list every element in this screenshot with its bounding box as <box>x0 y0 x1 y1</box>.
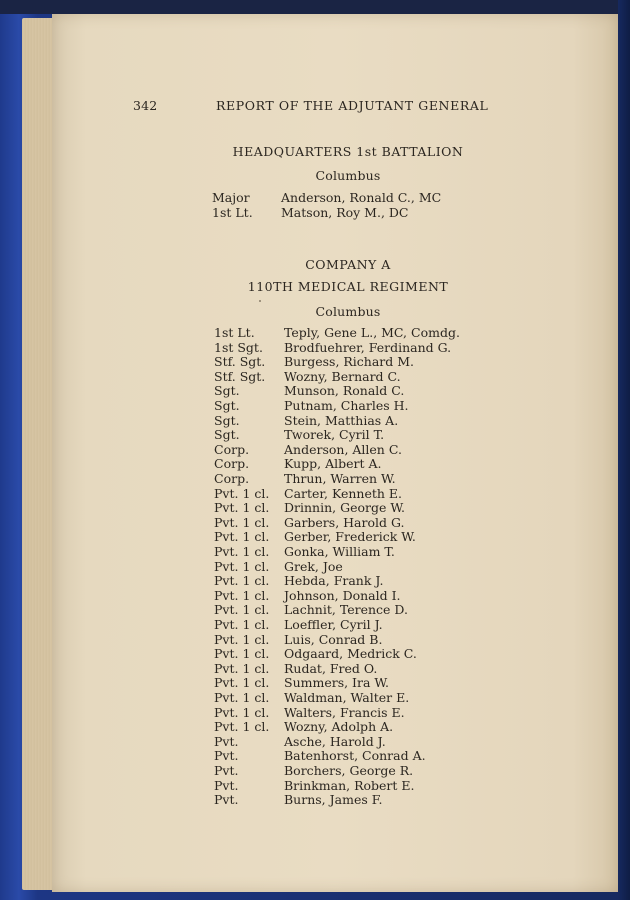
roster-rank: Corp. <box>214 441 250 457</box>
company-title: COMPANY A <box>305 257 391 272</box>
roster-name: Luis, Conrad B. <box>284 631 383 647</box>
roster-name: Anderson, Ronald C., MC <box>281 190 442 205</box>
roster-rank: Pvt. 1 cl. <box>214 646 270 662</box>
roster-name: Drinnin, George W. <box>284 500 405 516</box>
roster-name: Grek, Joe <box>284 558 343 574</box>
roster-name: Burgess, Richard M. <box>284 354 415 370</box>
hq-location: Columbus <box>315 168 381 183</box>
roster-rank: Pvt. 1 cl. <box>214 587 270 603</box>
roster-name: Carter, Kenneth E. <box>284 485 403 501</box>
roster-name: Wozny, Adolph A. <box>284 719 394 735</box>
roster-name: Summers, Ira W. <box>284 675 390 691</box>
roster-rank: Pvt. <box>214 733 239 749</box>
roster-name: Kupp, Albert A. <box>284 456 382 472</box>
roster-rank: Corp. <box>214 456 250 472</box>
roster-rank: Stf. Sgt. <box>214 354 266 370</box>
roster-rank: Pvt. <box>214 792 239 808</box>
roster-name: Borchers, George R. <box>284 763 414 778</box>
roster-rank: Pvt. 1 cl. <box>214 573 270 589</box>
roster-rank: Pvt. 1 cl. <box>214 660 270 676</box>
roster-name: Teply, Gene L., MC, Comdg. <box>284 325 460 340</box>
roster-rank: Pvt. 1 cl. <box>214 544 270 559</box>
roster-name: Thrun, Warren W. <box>284 471 396 486</box>
roster-name: Brinkman, Robert E. <box>284 777 415 793</box>
roster-rank: Pvt. 1 cl. <box>214 529 270 545</box>
roster-rank: Sgt. <box>214 412 240 428</box>
roster-name: Waldman, Walter E. <box>284 690 410 705</box>
roster-rank: Pvt. 1 cl. <box>214 514 270 530</box>
roster-rank: Sgt. <box>214 398 240 413</box>
roster-rank: Pvt. <box>214 748 239 764</box>
roster-rank: Pvt. 1 cl. <box>214 617 270 632</box>
roster-rank: Pvt. 1 cl. <box>214 675 270 691</box>
roster-name: Asche, Harold J. <box>284 733 386 749</box>
page-number: 342 <box>133 98 158 113</box>
roster-name: Lachnit, Terence D. <box>284 602 408 618</box>
roster-rank: Pvt. 1 cl. <box>214 631 270 647</box>
roster-name: Gonka, William T. <box>284 544 395 559</box>
roster-name: Johnson, Donald I. <box>284 587 401 603</box>
roster-rank: Sgt. <box>214 383 240 399</box>
company-location: Columbus <box>315 304 381 319</box>
roster-name: Matson, Roy M., DC <box>281 205 409 220</box>
roster-name: Odgaard, Medrick C. <box>284 646 417 662</box>
roster-name: Munson, Ronald C. <box>284 383 405 399</box>
roster-rank: Stf. Sgt. <box>214 368 266 384</box>
roster-name: Rudat, Fred O. <box>284 660 378 676</box>
roster-rank: Pvt. 1 cl. <box>214 719 270 735</box>
hq-title: HEADQUARTERS 1st BATTALION <box>232 144 464 159</box>
roster-name: Garbers, Harold G. <box>284 514 405 530</box>
roster-rank: 1st Lt. <box>214 325 255 340</box>
roster-name: Burns, James F. <box>284 792 383 808</box>
roster-rank: Major <box>212 190 250 205</box>
roster-rank: 1st Sgt. <box>214 339 263 355</box>
roster-rank: Pvt. <box>214 763 239 778</box>
roster-rank: Pvt. <box>214 777 239 793</box>
roster-rank: Pvt. 1 cl. <box>214 500 270 516</box>
roster-name: Gerber, Frederick W. <box>284 529 416 545</box>
roster-rank: Pvt. 1 cl. <box>214 602 270 618</box>
roster-name: Putnam, Charles H. <box>284 398 409 413</box>
roster-rank: Pvt. 1 cl. <box>214 558 270 574</box>
roster-name: Anderson, Allen C. <box>284 441 402 457</box>
roster-name: Batenhorst, Conrad A. <box>284 748 426 764</box>
roster-rank: Pvt. 1 cl. <box>214 690 270 705</box>
roster-rank: 1st Lt. <box>212 205 253 220</box>
roster-name: Hebda, Frank J. <box>284 573 384 589</box>
roster-name: Stein, Matthias A. <box>284 412 399 428</box>
running-head: REPORT OF THE ADJUTANT GENERAL <box>216 98 489 113</box>
roster-rank: Pvt. 1 cl. <box>214 485 270 501</box>
roster-name: Walters, Francis E. <box>284 704 405 720</box>
roster-rank: Sgt. <box>214 427 240 443</box>
roster-name: Loeffler, Cyril J. <box>284 617 383 632</box>
roster-rank: Corp. <box>214 471 250 486</box>
roster-rank: Pvt. 1 cl. <box>214 704 270 720</box>
paper-speck <box>259 300 261 302</box>
regiment-title: 110TH MEDICAL REGIMENT <box>247 279 449 294</box>
roster-name: Wozny, Bernard C. <box>284 368 401 384</box>
roster-name: Tworek, Cyril T. <box>284 427 385 443</box>
roster-name: Brodfuehrer, Ferdinand G. <box>284 339 452 355</box>
